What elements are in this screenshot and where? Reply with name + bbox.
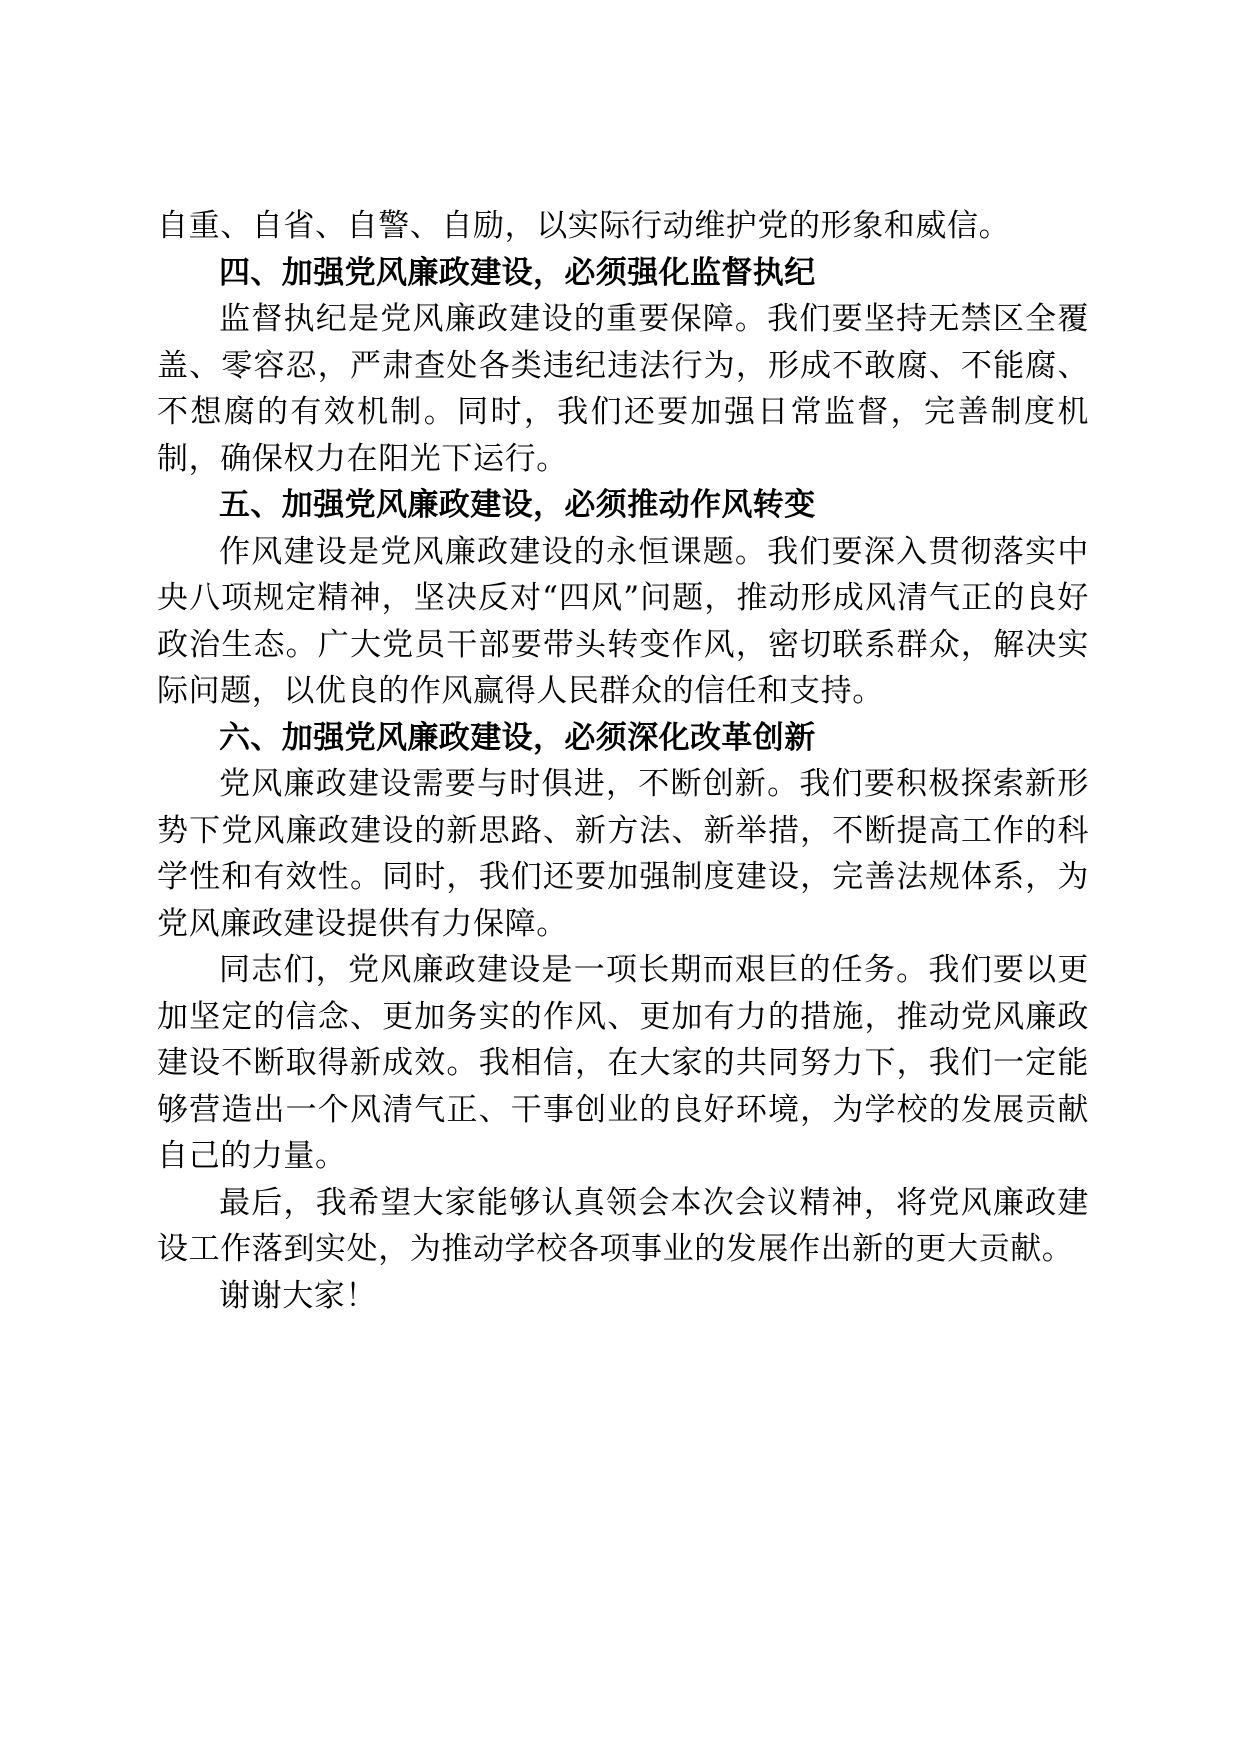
document-body: [157, 203, 1089, 1319]
section-heading-6: 六、加强党风廉政建设，必须深化改革创新: [219, 719, 816, 756]
section-heading-4: 四、加强党风廉政建设，必须强化监督执纪: [219, 254, 816, 291]
paragraph-thanks: 谢谢大家！: [219, 1277, 377, 1314]
paragraph-closing: 最后，我希望大家能够认真领会本次会议精神，将党风廉政建设工作落到实处，为推动学校各项事业的发展作出新的更大贡献。: [157, 1184, 1089, 1267]
paragraph-supervision: 监督执纪是党风廉政建设的重要保障。我们要坚持无禁区全覆盖、零容忍，严肃查处各类违纪违法行为，形成不敢腐、不能腐、不想腐的有效机制。同时，我们还要加强日常监督，完善制度机制，确保权力在阳光下运行。: [157, 301, 1089, 477]
paragraph-continuation: 自重、自省、自警、自励，以实际行动维护党的形象和威信。: [157, 208, 1011, 244]
paragraph-comrades: 同志们，党风廉政建设是一项长期而艰巨的任务。我们要以更加坚定的信念、更加务实的作风、更加有力的措施，推动党风廉政建设不断取得新成效。我相信，在大家的共同努力下，我们一定能够营造出一个风清气正、干事创业的良好环境，为学校的发展贡献自己的力量。: [157, 952, 1089, 1174]
section-heading-5: 五、加强党风廉政建设，必须推动作风转变: [219, 487, 816, 523]
paragraph-work-style: 作风建设是党风廉政建设的永恒课题。我们要深入贯彻落实中央八项规定精神，坚决反对“四风”问题，推动形成风清气正的良好政治生态。广大党员干部要带头转变作风，密切联系群众，解决实际问题，以优良的作风赢得人民群众的信任和支持。: [157, 533, 1089, 709]
paragraph-reform-innovation: 党风廉政建设需要与时俱进，不断创新。我们要积极探索新形势下党风廉政建设的新思路、新方法、新举措，不断提高工作的科学性和有效性。同时，我们还要加强制度建设，完善法规体系，为党风廉政建设提供有力保障。: [157, 766, 1089, 942]
